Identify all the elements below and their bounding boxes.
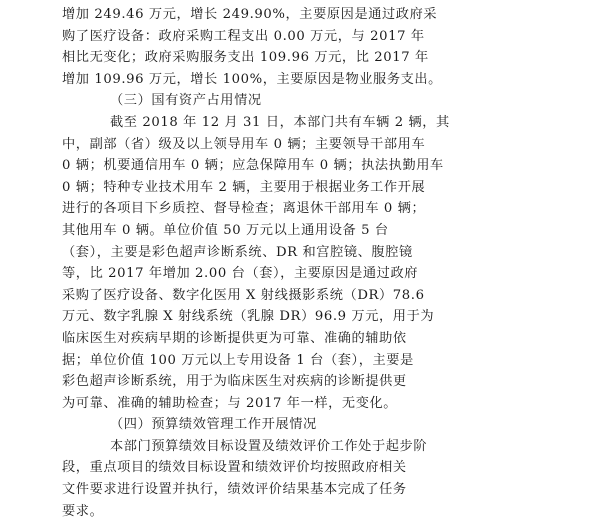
body-line: 文件要求进行设置并执行，绩效评价结果基本完成了任务	[62, 482, 407, 498]
body-line: 增加 249.46 万元，增长 249.90%，主要原因是通过政府采	[62, 7, 438, 22]
body-line: 采购了医疗设备、数字化医用 X 射线摄影系统（DR）78.6	[62, 287, 425, 303]
body-line: 为可靠、准确的辅助检查；与 2017 年一样，无变化。	[62, 395, 398, 411]
section-heading: （三）国有资产占用情况	[110, 93, 262, 109]
body-line: 临床医生对疾病早期的诊断提供更为可靠、准确的辅助依	[62, 330, 407, 346]
body-line: 相比无变化；政府采购服务支出 109.96 万元，比 2017 年	[62, 50, 429, 66]
body-line: 购了医疗设备：政府采购工程支出 0.00 万元，与 2017 年	[62, 28, 425, 44]
section-heading: （四）预算绩效管理工作开展情况	[110, 417, 317, 433]
paragraph-first-line: 本部门预算绩效目标设置及绩效评价工作处于起步阶	[110, 438, 428, 454]
paragraph-first-line: 截至 2018 年 12 月 31 日，本部门共有车辆 2 辆，其	[110, 114, 450, 130]
body-line: 进行的各项目下乡质控、督导检查；离退休干部用车 0 辆；	[62, 201, 426, 217]
body-line: （套），主要是彩色超声诊断系统、DR 和宫腔镜、腹腔镜	[62, 244, 413, 260]
body-line: 据；单位价值 100 万元以上专用设备 1 台（套），主要是	[62, 352, 414, 368]
body-line: 0 辆；特种专业技术用车 2 辆，主要用于根据业务工作开展	[62, 179, 426, 195]
body-line: 万元、数字乳腺 X 射线系统（乳腺 DR）96.9 万元，用于为	[62, 309, 435, 325]
body-line: 等，比 2017 年增加 2.00 台（套），主要原因是通过政府	[62, 266, 419, 282]
body-line: 要求。	[62, 503, 104, 519]
body-line: 增加 109.96 万元，增长 100%，主要原因是物业服务支出。	[62, 71, 442, 87]
body-line: 0 辆；机要通信用车 0 辆；应急保障用车 0 辆；执法执勤用车	[62, 158, 444, 174]
body-line: 其他用车 0 辆。单位价值 50 万元以上通用设备 5 台	[62, 222, 389, 238]
body-line: 段，重点项目的绩效目标设置和绩效评价均按照政府相关	[62, 460, 407, 476]
body-line: 彩色超声诊断系统，用于为临床医生对疾病的诊断提供更	[62, 374, 407, 390]
body-line: 中，副部（省）级及以上领导用车 0 辆；主要领导干部用车	[62, 136, 426, 152]
